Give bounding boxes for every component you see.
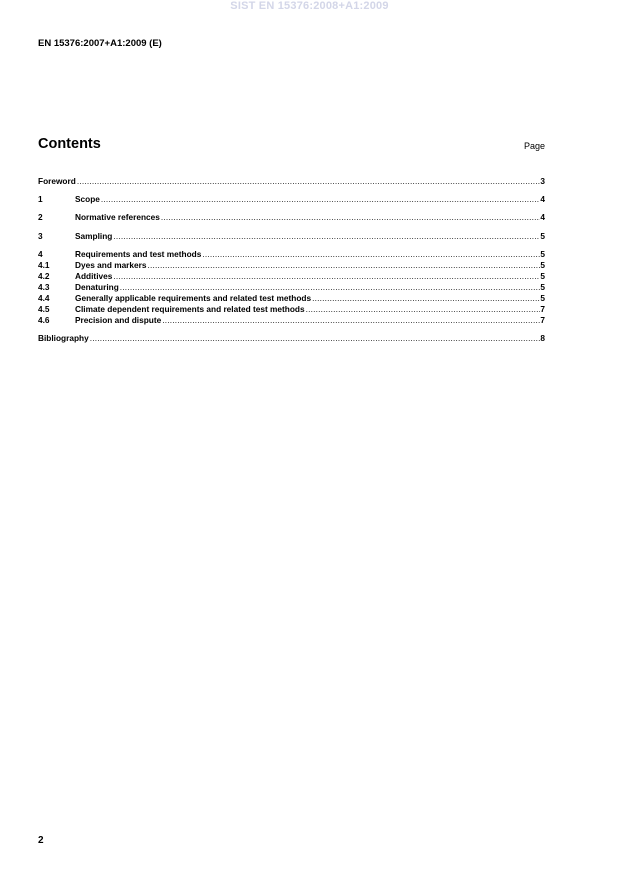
toc-entry[interactable]: [38, 176, 545, 187]
contents-heading: Contents: [38, 136, 101, 152]
toc-entry-title: Generally applicable requirements and related test methods: [75, 293, 312, 303]
toc-entry[interactable]: [38, 282, 545, 293]
toc-dot-leader: [161, 212, 541, 223]
toc-entry[interactable]: [38, 260, 545, 271]
toc-entry-page: 7: [540, 315, 545, 325]
toc-dot-leader: [113, 271, 540, 282]
toc-entry-title: Precision and dispute: [75, 315, 162, 325]
toc-entry-page: 5: [540, 249, 545, 259]
toc-dot-leader: [90, 333, 541, 344]
toc-dot-leader: [202, 249, 540, 260]
toc-entry-number: 4.6: [38, 315, 50, 325]
toc-dot-leader: [77, 176, 541, 187]
toc-dot-leader: [306, 304, 541, 315]
toc-dot-leader: [120, 282, 541, 293]
toc-entry-page: 5: [540, 293, 545, 303]
toc-entry[interactable]: [38, 231, 545, 242]
toc-entry[interactable]: [38, 293, 545, 304]
toc-dot-leader: [162, 315, 540, 326]
toc-entry-title: Additives: [75, 271, 113, 281]
toc-entry-page: 4: [540, 212, 545, 222]
toc-dot-leader: [148, 260, 541, 271]
toc-entry[interactable]: [38, 304, 545, 315]
toc-entry-title: Foreword: [38, 176, 76, 186]
toc-entry[interactable]: [38, 315, 545, 326]
toc-entry[interactable]: [38, 212, 545, 223]
toc-entry-page: 5: [540, 282, 545, 292]
toc-entry-number: 2: [38, 212, 43, 222]
watermark: SIST EN 15376:2008+A1:2009: [230, 0, 389, 12]
toc-entry-number: 4.4: [38, 293, 50, 303]
toc-entry-number: 4.5: [38, 304, 50, 314]
toc-dot-leader: [101, 194, 540, 205]
toc-entry-title: Sampling: [75, 231, 113, 241]
toc-entry-title: Denaturing: [75, 282, 119, 292]
toc-entry-page: 5: [540, 271, 545, 281]
toc-entry-page: 7: [540, 304, 545, 314]
toc-entry[interactable]: [38, 271, 545, 282]
toc-entry[interactable]: [38, 194, 545, 205]
toc-entry-title: Dyes and markers: [75, 260, 147, 270]
toc-entry-page: 5: [540, 231, 545, 241]
toc-entry[interactable]: [38, 249, 545, 260]
toc-entry-number: 4.3: [38, 282, 50, 292]
toc-entry-title: Scope: [75, 194, 100, 204]
toc-dot-leader: [312, 293, 540, 304]
toc-entry-title: Normative references: [75, 212, 160, 222]
page-number: 2: [38, 835, 44, 846]
toc-entry-title: Bibliography: [38, 333, 89, 343]
page-column-label: Page: [523, 141, 545, 151]
document-identifier: EN 15376:2007+A1:2009 (E): [38, 38, 162, 49]
toc-entry-title: Requirements and test methods: [75, 249, 202, 259]
toc-entry[interactable]: [38, 333, 545, 344]
toc-entry-page: 8: [540, 333, 545, 343]
toc-entry-number: 4.2: [38, 271, 50, 281]
toc-entry-page: 3: [540, 176, 545, 186]
toc-dot-leader: [113, 231, 540, 242]
toc-entry-number: 3: [38, 231, 43, 241]
toc-entry-number: 4: [38, 249, 43, 259]
toc-entry-page: 4: [540, 194, 545, 204]
toc-entry-number: 4.1: [38, 260, 50, 270]
toc-entry-number: 1: [38, 194, 43, 204]
toc-entry-title: Climate dependent requirements and related test methods: [75, 304, 305, 314]
toc-entry-page: 5: [540, 260, 545, 270]
